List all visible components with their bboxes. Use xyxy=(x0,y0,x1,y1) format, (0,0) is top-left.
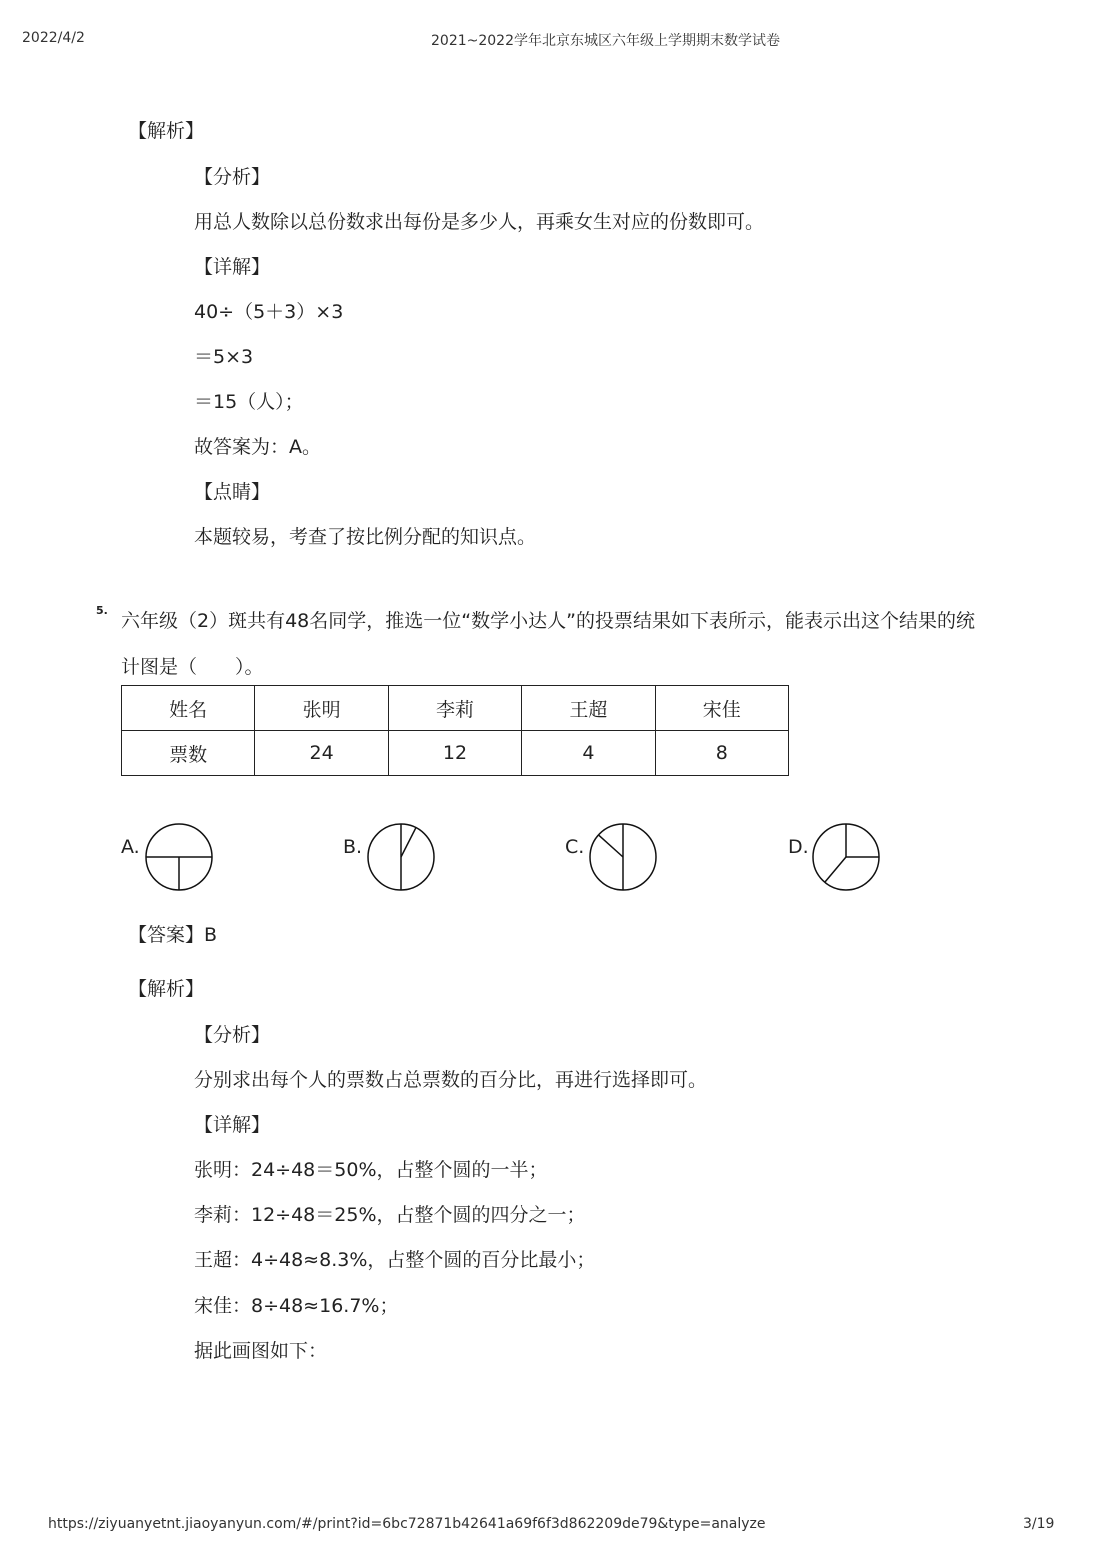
prev-step-4: 故答案为：A。 xyxy=(194,436,321,458)
table-cell: 张明 xyxy=(255,686,388,731)
option-c-label: C. xyxy=(565,836,585,858)
option-d-pie xyxy=(811,822,881,892)
solution-line-3: 王超：4÷48≈8.3%，占整个圆的百分比最小； xyxy=(194,1249,596,1271)
prev-fenxi-text: 用总人数除以总份数求出每份是多少人，再乘女生对应的份数即可。 xyxy=(194,211,765,233)
solution-line-2: 李莉：12÷48＝25%，占整个圆的四分之一； xyxy=(194,1204,586,1226)
pie-radius-line xyxy=(598,835,623,857)
footer-url: https://ziyuanyetnt.jiaoyanyun.com/#/print?id=6bc72871b42641a69f6f3d862209de79&type=analyze xyxy=(48,1516,766,1532)
fenxi-text: 分别求出每个人的票数占总票数的百分比，再进行选择即可。 xyxy=(194,1069,708,1091)
solution-line-5: 据此画图如下： xyxy=(194,1340,328,1362)
prev-dianjing-text: 本题较易，考查了按比例分配的知识点。 xyxy=(194,526,537,548)
prev-fenxi-label: 【分析】 xyxy=(194,166,271,188)
table-cell: 12 xyxy=(388,731,521,776)
vote-table xyxy=(121,685,789,776)
option-b-pie xyxy=(366,822,436,892)
xiangjie-label: 【详解】 xyxy=(194,1114,271,1136)
answer-label: 【答案】 xyxy=(128,924,205,946)
table-cell: 24 xyxy=(255,731,388,776)
question-number: 5. xyxy=(96,604,108,617)
solution-line-4: 宋佳：8÷48≈16.7%； xyxy=(194,1295,399,1317)
prev-dianjing-label: 【点睛】 xyxy=(194,481,271,503)
table-cell: 8 xyxy=(655,731,788,776)
option-d-label: D. xyxy=(788,836,809,858)
table-cell: 姓名 xyxy=(122,686,255,731)
option-a-label: A. xyxy=(121,836,140,858)
prev-xiangjie-label: 【详解】 xyxy=(194,256,271,278)
prev-step-1: 40÷（5＋3）×3 xyxy=(194,301,344,323)
jiexi-label: 【解析】 xyxy=(128,978,205,1000)
option-b-label: B. xyxy=(343,836,363,858)
header-date: 2022/4/2 xyxy=(22,30,85,46)
pie-radius-line xyxy=(825,857,846,882)
table-cell: 宋佳 xyxy=(655,686,788,731)
table-cell: 王超 xyxy=(522,686,655,731)
table-cell: 票数 xyxy=(122,731,255,776)
table-cell: 4 xyxy=(522,731,655,776)
question-text-line2: 计图是（ ）。 xyxy=(121,656,264,678)
answer-line xyxy=(128,920,217,947)
table-cell: 李莉 xyxy=(388,686,521,731)
fenxi-label: 【分析】 xyxy=(194,1024,271,1046)
pie-radius-line xyxy=(401,828,416,857)
option-a-pie xyxy=(144,822,214,892)
option-c-pie xyxy=(588,822,658,892)
prev-jiexi-label: 【解析】 xyxy=(128,120,205,142)
footer-page-number: 3/19 xyxy=(1023,1516,1055,1532)
header-title: 2021~2022学年北京东城区六年级上学期期末数学试卷 xyxy=(431,33,780,49)
prev-step-3: ＝15（人）； xyxy=(194,391,304,413)
solution-line-1: 张明：24÷48＝50%，占整个圆的一半； xyxy=(194,1159,548,1181)
table-row xyxy=(122,731,789,776)
prev-step-2: ＝5×3 xyxy=(194,346,254,368)
table-row xyxy=(122,686,789,731)
answer-value: B xyxy=(204,924,218,946)
question-text-line1: 六年级（2）斑共有48名同学，推选一位“数学小达人”的投票结果如下表所示，能表示出这个结果的统 xyxy=(121,610,975,632)
